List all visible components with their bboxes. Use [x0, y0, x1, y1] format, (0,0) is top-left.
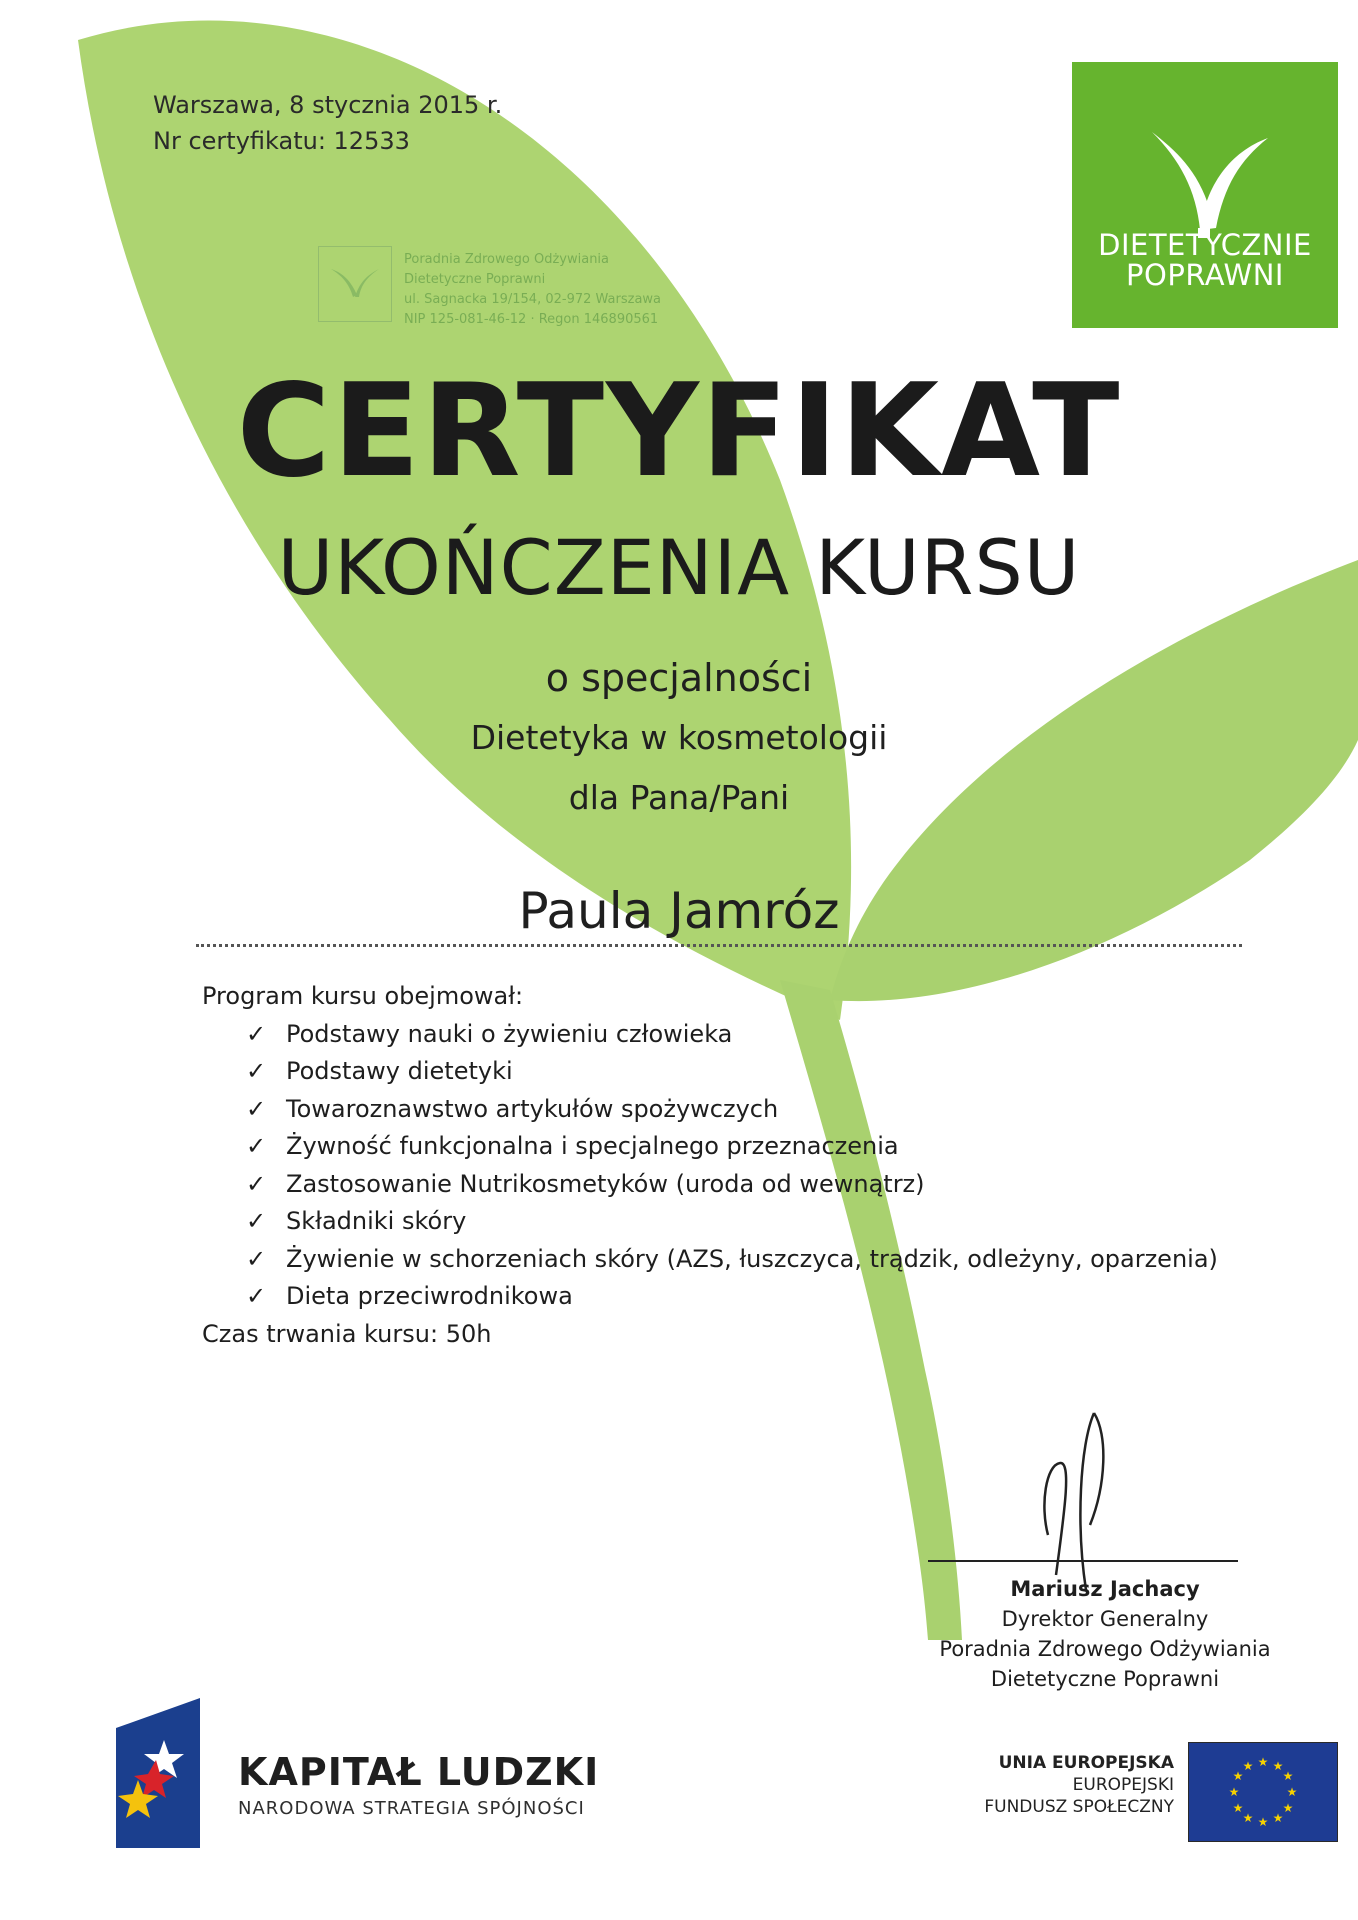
program-item: ✓ Zastosowanie Nutrikosmetyków (uroda od wewnątrz): [246, 1166, 1218, 1204]
program-list: [202, 1016, 1218, 1316]
certificate-number: Nr certyfikatu: 12533: [153, 127, 410, 155]
eu-flag-icon: [1188, 1742, 1338, 1842]
stamp-line: NIP 125-081-46-12 · Regon 146890561: [404, 312, 659, 327]
signature-line: [928, 1560, 1238, 1562]
eu-fund-text: [900, 1752, 1174, 1818]
checkmark-icon: ✓: [246, 1019, 267, 1048]
svg-text:★: ★: [1232, 1769, 1244, 1783]
program-item: ✓ Składniki skóry: [246, 1203, 1218, 1241]
logo-text-line1: DIETETYCZNIE: [1098, 228, 1312, 262]
kapital-ludzki-subtitle: NARODOWA STRATEGIA SPÓJNOŚCI: [238, 1798, 585, 1819]
checkmark-icon: ✓: [246, 1169, 267, 1198]
program-heading: Program kursu obejmował:: [202, 982, 524, 1010]
checkmark-icon: ✓: [246, 1132, 267, 1160]
signatory-org-line2: Dietetyczne Poprawni: [990, 1667, 1220, 1691]
program-item: ✓ Podstawy nauki o żywieniu człowieka: [246, 1016, 1218, 1054]
checkmark-icon: ✓: [246, 1057, 267, 1085]
signatory-block: [900, 1574, 1310, 1694]
program-item: ✓ Żywienie w schorzeniach skóry (AZS, łuszczyca, trądzik, odleżyny, oparzenia): [246, 1241, 1218, 1279]
kapital-ludzki-title: KAPITAŁ LUDZKI: [238, 1750, 600, 1794]
eu-line3: FUNDUSZ SPOŁECZNY: [984, 1797, 1174, 1817]
eu-line1: UNIA EUROPEJSKA: [998, 1753, 1174, 1773]
svg-text:★: ★: [1272, 1811, 1284, 1825]
dietetycznie-poprawni-logo: [1072, 62, 1338, 328]
eu-line2: EUROPEJSKI: [1072, 1775, 1174, 1795]
svg-text:★: ★: [1286, 1785, 1298, 1799]
recipient-name: Paula Jamróz: [518, 882, 840, 940]
signatory-role: Dyrektor Generalny: [1001, 1607, 1209, 1631]
svg-text:★: ★: [1257, 1815, 1269, 1829]
checkmark-icon: ✓: [246, 1244, 267, 1273]
logo-text-line2: POPRAWNI: [1126, 258, 1284, 292]
program-item: ✓ Towaroznawstwo artykułów spożywczych: [246, 1091, 1218, 1129]
checkmark-icon: ✓: [246, 1282, 267, 1310]
signatory-org-line1: Poradnia Zdrowego Odżywiania: [939, 1637, 1271, 1661]
program-item: ✓ Podstawy dietetyki: [246, 1053, 1218, 1091]
svg-text:★: ★: [1282, 1769, 1294, 1783]
organization-stamp: [318, 246, 698, 340]
stamp-line: Dietetyczne Poprawni: [404, 272, 546, 287]
svg-text:★: ★: [1242, 1811, 1254, 1825]
course-duration: Czas trwania kursu: 50h: [202, 1319, 492, 1348]
stamp-line: Poradnia Zdrowego Odżywiania: [404, 252, 610, 267]
svg-text:★: ★: [1272, 1759, 1284, 1773]
svg-text:★: ★: [1282, 1801, 1294, 1815]
svg-text:★: ★: [1228, 1785, 1240, 1799]
checkmark-icon: ✓: [246, 1207, 267, 1235]
sprout-icon: [1130, 90, 1280, 240]
checkmark-icon: ✓: [246, 1094, 267, 1123]
handwritten-signature: [1020, 1405, 1140, 1595]
course-program: [202, 978, 1218, 1353]
specialty-name: Dietetyka w kosmetologii: [470, 718, 888, 757]
svg-text:★: ★: [1257, 1755, 1269, 1769]
kapital-ludzki-logo: [116, 1698, 200, 1848]
stamp-sprout-icon: [318, 246, 392, 322]
city-date: Warszawa, 8 stycznia 2015 r.: [153, 91, 503, 119]
svg-text:★: ★: [1232, 1801, 1244, 1815]
specialty-intro: o specjalności: [545, 656, 813, 700]
program-item: ✓ Żywność funkcjonalna i specjalnego przeznaczenia: [246, 1128, 1218, 1166]
program-item: ✓ Dieta przeciwrodnikowa: [246, 1278, 1218, 1316]
certificate-title: CERTYFIKAT: [236, 357, 1122, 506]
signatory-name: Mariusz Jachacy: [1010, 1577, 1200, 1601]
specialty-for: dla Pana/Pani: [568, 778, 790, 817]
stamp-line: ul. Sagnacka 19/154, 02-972 Warszawa: [404, 292, 662, 307]
left-leaf-shape: [78, 21, 851, 1020]
svg-text:★: ★: [1242, 1759, 1254, 1773]
eu-stars: [1189, 1743, 1337, 1841]
dotted-divider: [196, 944, 1242, 947]
certificate-subtitle: UKOŃCZENIA KURSU: [277, 523, 1081, 612]
